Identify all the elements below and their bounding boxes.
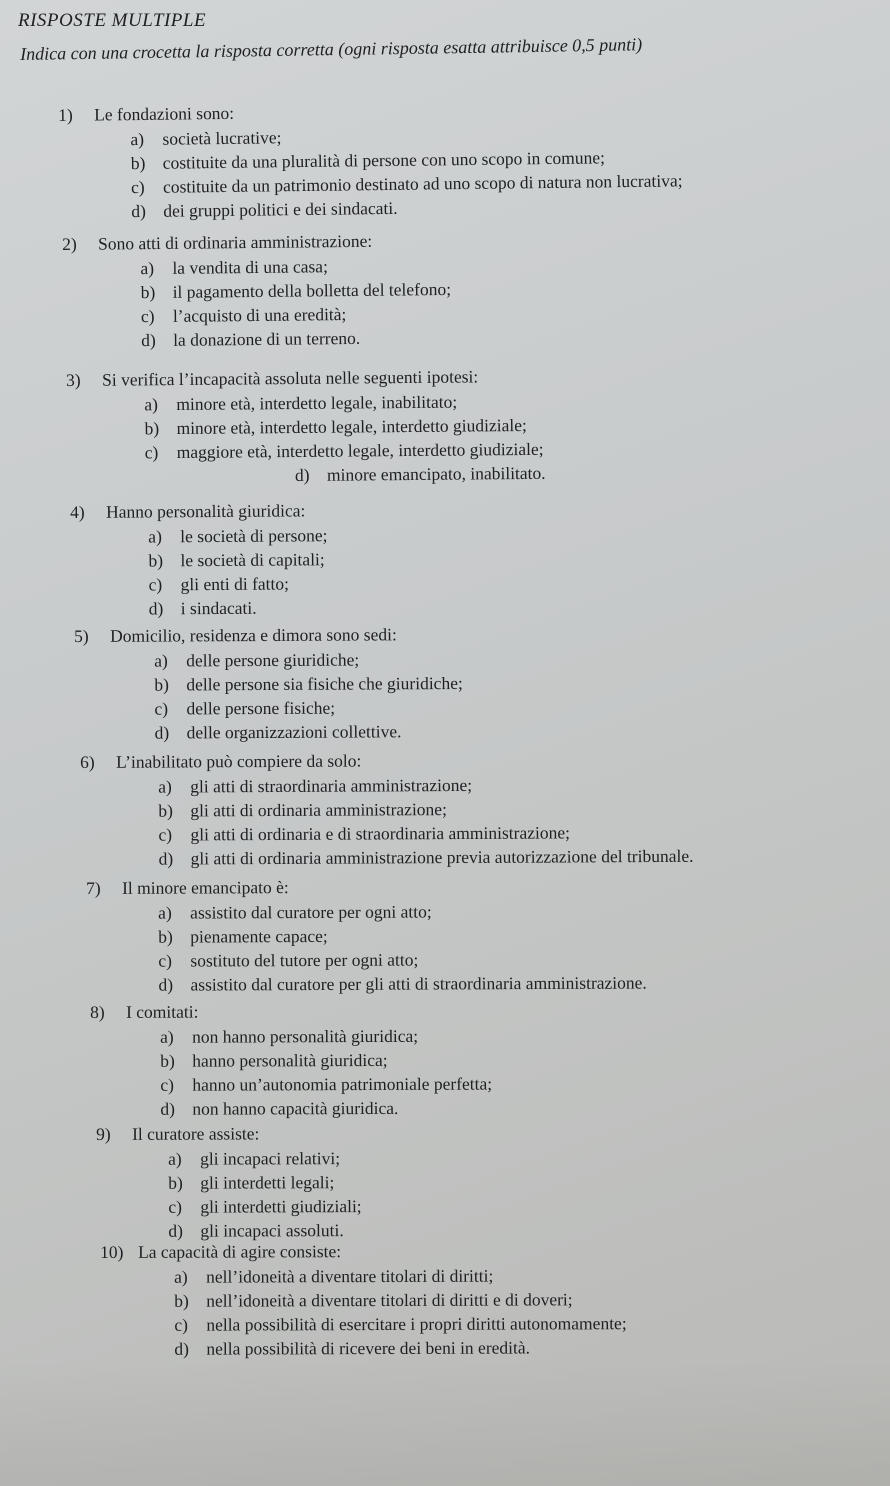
option-letter: c) — [154, 698, 169, 719]
option-letter: b) — [140, 282, 156, 303]
option-text: non hanno personalità giuridica; — [192, 1025, 419, 1047]
option-b[interactable] — [160, 1048, 492, 1073]
option-b[interactable] — [174, 1287, 626, 1313]
option-text: gli atti di ordinaria amministrazione; — [190, 799, 447, 821]
question-8-title — [90, 999, 492, 1025]
option-c[interactable] — [154, 695, 463, 721]
option-c[interactable] — [160, 1072, 492, 1097]
option-letter: d) — [148, 598, 164, 619]
question-1 — [58, 95, 683, 224]
question-text: Domicilio, residenza e dimora sono sedi: — [110, 624, 397, 646]
option-text: la donazione di un terreno. — [173, 327, 361, 350]
option-b[interactable] — [158, 923, 646, 949]
option-letter: a) — [130, 128, 145, 150]
question-10 — [100, 1238, 627, 1361]
option-b[interactable] — [168, 1170, 361, 1195]
option-b[interactable] — [158, 796, 693, 823]
option-text: delle organizzazioni collettive. — [186, 721, 402, 743]
option-letter: d) — [141, 330, 156, 351]
option-c[interactable] — [145, 437, 546, 464]
option-letter: d) — [160, 1098, 175, 1119]
option-text: gli incapaci assoluti. — [200, 1220, 344, 1241]
option-letter: c) — [158, 950, 173, 971]
option-letter: c) — [130, 176, 145, 198]
option-text: minore età, interdetto legale, interdetto giudiziale; — [176, 414, 527, 439]
question-4 — [70, 498, 328, 621]
options-list — [58, 120, 683, 224]
option-d[interactable] — [149, 595, 328, 620]
option-text: maggiore età, interdetto legale, interdetto giudiziale; — [176, 438, 544, 463]
option-letter: a) — [160, 1026, 174, 1047]
option-letter: d) — [158, 848, 174, 869]
question-7-title — [86, 874, 646, 901]
option-letter: a) — [174, 1266, 188, 1287]
question-6 — [80, 747, 694, 871]
option-text: gli interdetti legali; — [200, 1172, 335, 1193]
option-text: costituite da una pluralità di persone con uno scopo in comune; — [162, 147, 606, 173]
option-text: minore emancipato, inabilitato. — [326, 462, 546, 485]
option-letter: b) — [154, 674, 169, 695]
option-text: costituite da un patrimonio destinato ad uno scopo di natura non lucrativa; — [162, 170, 683, 197]
option-text: nella possibilità di ricevere dei beni in eredità. — [206, 1337, 531, 1359]
option-letter: a) — [158, 776, 172, 797]
option-letter: c) — [140, 306, 155, 327]
option-text: gli incapaci relativi; — [200, 1148, 341, 1169]
options-list — [90, 1024, 492, 1121]
option-text: hanno personalità giuridica; — [192, 1049, 388, 1071]
option-c[interactable] — [158, 947, 646, 973]
option-text: sostituto del tutore per ogni atto; — [190, 949, 419, 971]
option-text: gli atti di ordinaria amministrazione previa autorizzazione del tribunale. — [190, 845, 694, 869]
option-a[interactable] — [148, 523, 327, 548]
question-number: 9) — [96, 1123, 111, 1144]
question-text: Hanno personalità giuridica: — [106, 500, 306, 522]
option-c[interactable] — [174, 1311, 626, 1337]
question-number: 8) — [90, 1001, 105, 1022]
option-text: le società di persone; — [180, 525, 328, 547]
question-5-title — [74, 622, 463, 649]
option-d[interactable] — [160, 1096, 492, 1121]
option-text: pienamente capace; — [190, 925, 328, 947]
option-text: gli interdetti giudiziali; — [200, 1196, 362, 1217]
option-d[interactable] — [159, 844, 694, 871]
option-letter: d) — [174, 1338, 189, 1359]
question-number: 7) — [86, 877, 101, 898]
option-letter: c) — [148, 574, 163, 595]
option-b[interactable] — [154, 671, 463, 697]
option-letter: b) — [158, 926, 173, 947]
question-number: 5) — [74, 625, 89, 646]
question-9-title — [96, 1121, 361, 1147]
option-letter: a) — [158, 902, 172, 923]
option-text: dei gruppi politici e dei sindacati. — [163, 197, 398, 221]
option-letter: c) — [158, 824, 173, 845]
question-number: 10) — [100, 1241, 124, 1262]
option-letter: d) — [131, 200, 147, 222]
options-list — [66, 389, 546, 489]
option-d[interactable] — [145, 461, 546, 488]
option-letter: b) — [174, 1290, 189, 1311]
option-a[interactable] — [144, 389, 545, 416]
option-text: hanno un’autonomia patrimoniale perfetta; — [192, 1073, 493, 1095]
question-7 — [86, 874, 647, 997]
option-text: assistito dal curatore per gli atti di straordinaria amministrazione. — [190, 972, 647, 995]
option-d[interactable] — [155, 719, 464, 745]
option-text: delle persone sia fisiche che giuridiche; — [186, 672, 463, 695]
option-text: non hanno capacità giuridica. — [192, 1097, 399, 1119]
option-text: nell’idoneità a diventare titolari di diritti; — [206, 1265, 494, 1287]
options-list — [96, 1146, 362, 1243]
question-number: 3) — [66, 369, 81, 390]
option-text: assistito dal curatore per ogni atto; — [190, 901, 432, 923]
question-10-title — [100, 1238, 626, 1265]
question-8 — [90, 999, 492, 1121]
option-c[interactable] — [149, 571, 328, 596]
option-letter: a) — [154, 650, 168, 671]
question-number: 1) — [58, 104, 73, 125]
option-a[interactable] — [158, 772, 693, 799]
option-a[interactable] — [158, 899, 646, 925]
question-number: 4) — [70, 501, 85, 522]
option-letter: d) — [158, 974, 174, 995]
option-text: delle persone fisiche; — [186, 697, 336, 719]
option-c[interactable] — [141, 301, 452, 328]
option-b[interactable] — [141, 277, 452, 304]
option-c[interactable] — [158, 820, 693, 847]
option-b[interactable] — [144, 413, 545, 440]
option-letter: b) — [158, 800, 173, 821]
instructions-text: Indica con una crocetta la risposta corretta (ogni risposta esatta attribuisce 0,5 punti) — [20, 34, 643, 64]
options-list — [62, 253, 451, 353]
option-text: le società di capitali; — [180, 549, 325, 571]
option-text: l’acquisto di una eredità; — [172, 304, 347, 326]
option-letter: b) — [144, 418, 160, 439]
option-letter: b) — [168, 1172, 183, 1193]
option-text: società lucrative; — [162, 127, 282, 149]
option-a[interactable] — [174, 1263, 626, 1289]
question-number: 6) — [80, 751, 95, 772]
option-letter: b) — [160, 1050, 175, 1071]
question-text: La capacità di agire consiste: — [138, 1241, 342, 1262]
option-letter: b) — [148, 550, 164, 571]
option-letter: b) — [130, 152, 146, 174]
paper-shadow — [0, 1360, 890, 1486]
question-3 — [66, 364, 546, 489]
option-text: i sindacati. — [180, 597, 257, 619]
question-text: Sono atti di ordinaria amministrazione: — [98, 230, 373, 254]
question-4-title — [70, 498, 327, 525]
option-letter: a) — [168, 1148, 182, 1169]
option-text: il pagamento della bolletta del telefono; — [172, 278, 452, 302]
options-list — [80, 772, 693, 871]
option-text: nell’idoneità a diventare titolari di diritti e di doveri; — [206, 1289, 573, 1311]
option-a[interactable] — [154, 647, 463, 673]
option-letter: d) — [154, 722, 170, 743]
option-a[interactable] — [140, 253, 451, 280]
option-text: minore età, interdetto legale, inabilitato; — [176, 391, 458, 415]
option-b[interactable] — [148, 547, 327, 572]
option-letter: c) — [168, 1196, 182, 1217]
option-a[interactable] — [160, 1024, 492, 1049]
question-text: L’inabilitato può compiere da solo: — [116, 750, 362, 772]
option-d[interactable] — [174, 1335, 626, 1361]
question-9 — [96, 1121, 362, 1243]
question-text: Il curatore assiste: — [132, 1123, 260, 1144]
option-text: delle persone giuridiche; — [186, 649, 360, 671]
question-text: Le fondazioni sono: — [94, 102, 235, 125]
option-text: nella possibilità di esercitare i propri diritti autonomamente; — [206, 1313, 627, 1335]
options-list — [86, 899, 647, 997]
option-letter: d) — [294, 464, 310, 486]
option-text: gli atti di ordinaria e di straordinaria amministrazione; — [190, 822, 571, 845]
options-list — [74, 647, 463, 745]
option-text: la vendita di una casa; — [172, 256, 328, 278]
option-a[interactable] — [168, 1146, 361, 1171]
option-letter: c) — [174, 1314, 188, 1335]
question-text: Il minore emancipato è: — [122, 877, 289, 898]
option-letter: c) — [144, 442, 159, 463]
question-number: 2) — [62, 233, 77, 254]
question-3-title — [66, 364, 545, 393]
option-letter: d) — [168, 1220, 183, 1241]
question-text: Si verifica l’incapacità assoluta nelle seguenti ipotesi: — [102, 366, 479, 390]
option-d[interactable] — [141, 325, 452, 352]
question-6-title — [80, 747, 693, 775]
options-list — [70, 523, 328, 621]
option-letter: a) — [140, 258, 155, 279]
question-text: I comitati: — [126, 1001, 199, 1022]
option-text: gli enti di fatto; — [180, 573, 290, 595]
option-d[interactable] — [158, 971, 646, 997]
page-heading: RISPOSTE MULTIPLE — [18, 10, 207, 31]
option-text: gli atti di straordinaria amministrazione; — [190, 774, 473, 797]
options-list — [100, 1263, 627, 1361]
option-letter: a) — [144, 394, 159, 415]
question-2 — [62, 228, 452, 353]
question-5 — [74, 622, 463, 745]
option-letter: c) — [160, 1074, 174, 1095]
option-c[interactable] — [168, 1194, 361, 1219]
option-letter: a) — [148, 526, 162, 547]
